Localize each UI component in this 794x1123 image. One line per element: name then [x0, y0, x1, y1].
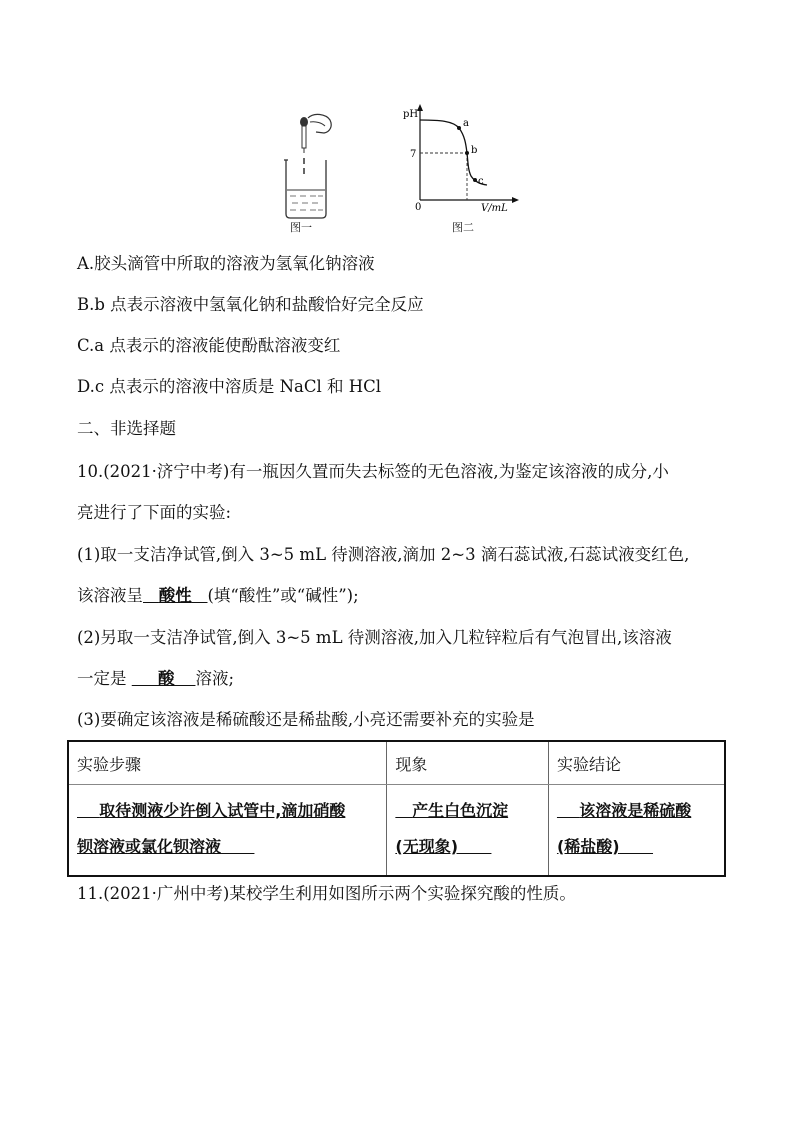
- q10-part3-line1: (3)要确定该溶液是稀硫酸还是稀盐酸,小亮还需要补充的实验是: [77, 710, 535, 729]
- q10-part1-line2: [77, 585, 359, 607]
- q10-part1-blank: [143, 586, 208, 605]
- experiment-table: [67, 740, 726, 877]
- q10-part2-blank: [132, 669, 196, 688]
- option-c: C.a 点表示的溶液能使酚酞溶液变红: [77, 336, 341, 355]
- q10-part2-line2: [77, 668, 234, 690]
- figure-ph-curve: [395, 100, 525, 235]
- header-phenomenon: 现象: [387, 741, 549, 785]
- header-conclusion: 实验结论: [548, 741, 725, 785]
- table-row: [68, 785, 725, 877]
- phenomenon-line1: 产生白色沉淀: [412, 801, 509, 820]
- q10-part2-post: 溶液;: [195, 669, 235, 688]
- y-axis-label: pH: [403, 109, 419, 120]
- step-line2: 钡溶液或氯化钡溶液: [77, 837, 222, 856]
- cell-phenomenon: [387, 785, 549, 877]
- figure2-caption: 图二: [452, 221, 474, 234]
- point-c-label: c: [478, 176, 484, 187]
- step-line1: 取待测液少许倒入试管中,滴加硝酸: [99, 801, 346, 820]
- q11-stem: 11.(2021·广州中考)某校学生利用如图所示两个实验探究酸的性质。: [77, 884, 576, 903]
- x-axis-label: V/mL: [481, 203, 508, 214]
- conclusion-line2: (稀盐酸): [556, 837, 620, 856]
- origin-label: 0: [415, 202, 422, 213]
- table-header-row: [68, 741, 725, 785]
- option-a: A.胶头滴管中所取的溶液为氢氧化钠溶液: [77, 254, 375, 273]
- ph7-label: 7: [410, 149, 417, 160]
- q10-part1-line1: (1)取一支洁净试管,倒入 3~5 mL 待测溶液,滴加 2~3 滴石蕊试液,石蕊试液变红色,: [77, 545, 690, 564]
- header-step: 实验步骤: [68, 741, 387, 785]
- figure1-caption: 图一: [290, 221, 312, 234]
- point-b-label: b: [471, 145, 478, 156]
- q10-part2-line1: (2)另取一支洁净试管,倒入 3~5 mL 待测溶液,加入几粒锌粒后有气泡冒出,该溶液: [77, 628, 672, 647]
- q10-part2-answer: 酸: [157, 669, 175, 688]
- cell-conclusion: [548, 785, 725, 877]
- q10-part1-post: (填“酸性”或“碱性”);: [207, 586, 359, 605]
- figure-dropper-beaker: [270, 108, 350, 233]
- phenomenon-line2: (无现象): [395, 837, 459, 856]
- conclusion-line1: 该溶液是稀硫酸: [579, 801, 692, 820]
- section-title: 二、非选择题: [77, 419, 176, 438]
- q10-stem-line2: 亮进行了下面的实验:: [77, 503, 232, 522]
- option-d: D.c 点表示的溶液中溶质是 NaCl 和 HCl: [77, 377, 382, 396]
- option-b: B.b 点表示溶液中氢氧化钠和盐酸恰好完全反应: [77, 295, 424, 314]
- q10-part1-pre: 该溶液呈: [77, 586, 143, 605]
- q10-stem-line1: 10.(2021·济宁中考)有一瓶因久置而失去标签的无色溶液,为鉴定该溶液的成分,小: [77, 462, 669, 481]
- point-a-label: a: [463, 118, 469, 129]
- cell-step: [68, 785, 387, 877]
- q10-part2-pre: 一定是: [77, 669, 127, 688]
- q10-part1-answer: 酸性: [158, 586, 192, 605]
